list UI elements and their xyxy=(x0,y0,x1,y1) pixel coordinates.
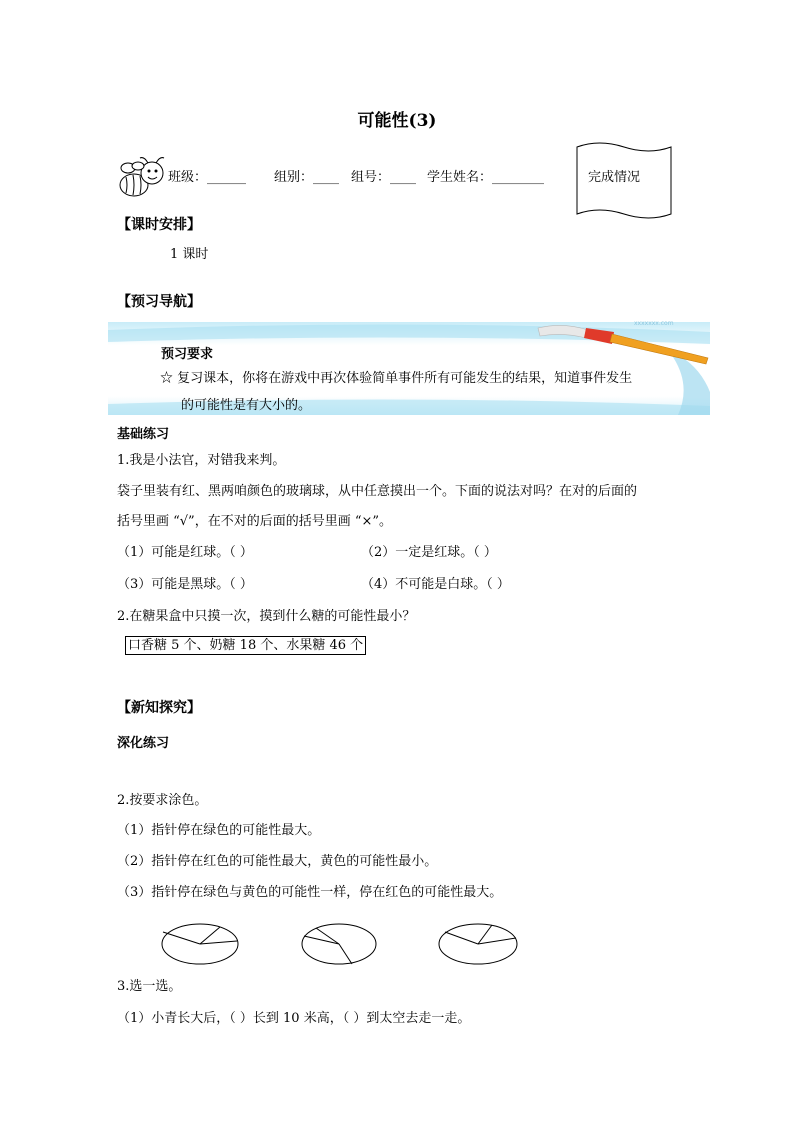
coloring-item-1: （1）指针停在绿色的可能性最大。 xyxy=(117,823,321,838)
choose-title: 3.选一选。 xyxy=(117,979,182,994)
student-name-field[interactable]: 学生姓名：________ xyxy=(427,170,545,185)
spinner-3[interactable] xyxy=(439,924,517,964)
candy-box: 口香糖 5 个、奶糖 18 个、水果糖 46 个 xyxy=(125,636,366,655)
spinner-2[interactable] xyxy=(302,924,376,964)
q1-item-3[interactable]: （3）可能是黑球。（ ） xyxy=(117,577,253,592)
group-field[interactable]: 组别：____ xyxy=(274,170,340,185)
q1-item-2[interactable]: （2）一定是红球。（ ） xyxy=(361,545,497,560)
class-field[interactable]: 班级：______ xyxy=(168,170,247,185)
banner-line-2: 的可能性是有大小的。 xyxy=(181,398,312,413)
banner-line-1: ☆ 复习课本，你将在游戏中再次体验简单事件所有可能发生的结果，知道事件发生 xyxy=(160,371,633,386)
deep-practice-heading: 深化练习 xyxy=(117,736,170,751)
completion-status-label: 完成情况 xyxy=(588,170,641,185)
group-number-field[interactable]: 组号：____ xyxy=(351,170,417,185)
q1-title: 1.我是小法官，对错我来判。 xyxy=(117,453,286,468)
schedule-value: 1 课时 xyxy=(170,247,209,262)
spinner-diagrams xyxy=(140,920,540,968)
q1-text-line-2: 括号里画 “√”，在不对的后面的括号里画 “×”。 xyxy=(117,514,393,529)
section-new-knowledge: 【新知探究】 xyxy=(117,700,201,716)
coloring-item-2: （2）指针停在红色的可能性最大，黄色的可能性最小。 xyxy=(117,854,438,869)
coloring-item-3: （3）指针停在绿色与黄色的可能性一样，停在红色的可能性最大。 xyxy=(117,885,503,900)
bee-mascot-icon xyxy=(116,155,168,201)
page-title: 可能性(3) xyxy=(357,111,437,131)
q1-text-line-1: 袋子里装有红、黑两咱颜色的玻璃球，从中任意摸出一个。下面的说法对吗？在对的后面的 xyxy=(117,484,638,499)
spinner-1[interactable] xyxy=(162,924,238,964)
section-schedule: 【课时安排】 xyxy=(117,217,201,233)
section-preview: 【预习导航】 xyxy=(117,294,201,310)
banner-watermark: xxxxxxx.com xyxy=(634,320,674,327)
choose-item-1[interactable]: （1）小青长大后，（ ）长到 10 米高，（ ）到太空去走一走。 xyxy=(117,1011,471,1026)
q2-title: 2.在糖果盒中只摸一次，摸到什么糖的可能性最小？ xyxy=(117,609,416,624)
basic-practice-heading: 基础练习 xyxy=(117,427,170,442)
coloring-title: 2.按要求涂色。 xyxy=(117,793,208,808)
q1-item-4[interactable]: （4）不可能是白球。（ ） xyxy=(361,577,510,592)
banner-heading: 预习要求 xyxy=(161,347,214,362)
q1-item-1[interactable]: （1）可能是红球。（ ） xyxy=(117,545,253,560)
